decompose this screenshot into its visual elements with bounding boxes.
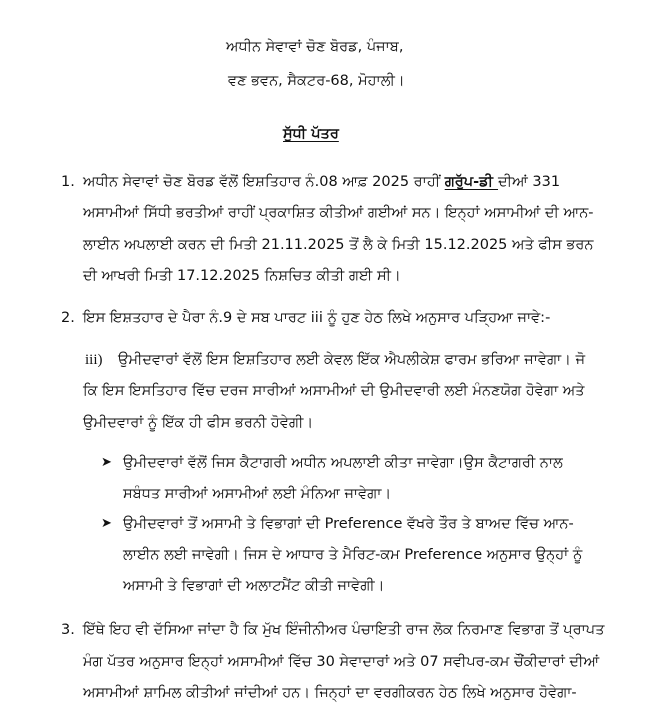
paragraph-line: ਕਿ ਇਸ ਇਸਤਿਹਾਰ ਵਿੱਚ ਦਰਜ ਸਾਰੀਆਂ ਅਸਾਮੀਆਂ ਦੀ ਉਮੀਦਵਾਰੀ ਲਈ ਮੰਨਣਯੋਗ ਹੋਵੇਗਾ ਅਤੇ	[83, 383, 585, 399]
paragraph-line: ਲਾਈਨ ਅਪਲਾਈ ਕਰਨ ਦੀ ਮਿਤੀ 21.11.2025 ਤੋਂ ਲੈ ਕੇ ਮਿਤੀ 15.12.2025 ਅਤੇ ਫੀਸ ਭਰਨ	[83, 237, 594, 253]
text-segment: ਦੀਆਂ 331	[498, 174, 561, 190]
paragraph-line: ਉਮੀਦਵਾਰਾਂ ਤੋਂ ਅਸਾਮੀ ਤੇ ਵਿਭਾਗਾਂ ਦੀ Preference ਵੱਖਰੇ ਤੌਰ ਤੇ ਬਾਅਦ ਵਿੱਚ ਆਨ-	[123, 516, 574, 532]
paragraph-line: ਅਸਾਮੀਆਂ ਸ਼ਾਮਿਲ ਕੀਤੀਆਂ ਜਾਂਦੀਆਂ ਹਨ। ਜਿਨ੍ਹਾਂ ਦਾ ਵਰਗੀਕਰਨ ਹੇਠ ਲਿਖੇ ਅਨੁਸਾਰ ਹੋਵੇਗਾ-	[83, 685, 577, 701]
paragraph-line: ਉਮੀਦਵਾਰਾਂ ਵੱਲੋਂ ਇਸ ਇਸ਼ਤਿਹਾਰ ਲਈ ਕੇਵਲ ਇੱਕ ਐਪਲੀਕੇਸ਼ ਫਾਰਮ ਭਰਿਆ ਜਾਵੇਗਾ। ਜੋ	[118, 352, 586, 368]
paragraph-number: 1.	[61, 174, 75, 190]
arrowhead-bullet-icon: ➤	[101, 455, 112, 470]
paragraph-line	[83, 172, 560, 192]
paragraph-line: ਅਸਾਮੀ ਤੇ ਵਿਭਾਗਾਂ ਦੀ ਅਲਾਟਮੈਂਟ ਕੀਤੀ ਜਾਵੇਗੀ।	[123, 578, 385, 594]
paragraph-line: ਉਮੀਦਵਾਰਾਂ ਨੂੰ ਇੱਕ ਹੀ ਫੀਸ ਭਰਨੀ ਹੋਵੇਗੀ।	[83, 415, 314, 431]
paragraph-line: ਦੀ ਆਖਰੀ ਮਿਤੀ 17.12.2025 ਨਿਸ਼ਚਿਤ ਕੀਤੀ ਗਈ ਸੀ।	[83, 268, 401, 284]
paragraph-line: ਮੰਗ ਪੱਤਰ ਅਨੁਸਾਰ ਇਨ੍ਹਾਂ ਅਸਾਮੀਆਂ ਵਿੱਚ 30 ਸੇਵਾਦਾਰਾਂ ਅਤੇ 07 ਸਵੀਪਰ-ਕਮ ਚੌਂਕੀਦਾਰਾਂ ਦੀਆਂ	[83, 654, 600, 670]
text-segment: ਅਧੀਨ ਸੇਵਾਵਾਂ ਚੋਣ ਬੋਰਡ ਵੱਲੋਂ ਇਸ਼ਤਿਹਾਰ ਨੰ.08 ਆਫ਼ 2025 ਰਾਹੀਂ	[83, 174, 445, 190]
org-name: ਅਧੀਨ ਸੇਵਾਵਾਂ ਚੋਣ ਬੋਰਡ, ਪੰਜਾਬ,	[226, 39, 404, 55]
paragraph-number: 2.	[61, 310, 75, 326]
paragraph-line: ਲਾਈਨ ਲਈ ਜਾਵੇਗੀ। ਜਿਸ ਦੇ ਆਧਾਰ ਤੇ ਮੈਰਿਟ-ਕਮ Preference ਅਨੁਸਾਰ ਉਨ੍ਹਾਂ ਨੂੰ	[123, 547, 583, 563]
document-title: ਸੁੱਧੀ ਪੱਤਰ	[283, 126, 339, 142]
sub-clause-label: iii)	[85, 352, 103, 368]
paragraph-line: ਇਸ ਇਸ਼ਤਹਾਰ ਦੇ ਪੈਰਾ ਨੰ.9 ਦੇ ਸਬ ਪਾਰਟ iii ਨੂੰ ਹੁਣ ਹੇਠ ਲਿਖੇ ਅਨੁਸਾਰ ਪੜ੍ਹਿਆ ਜਾਵੇ:-	[83, 310, 551, 326]
paragraph-number: 3.	[61, 622, 75, 638]
arrowhead-bullet-icon: ➤	[101, 516, 112, 531]
org-address: ਵਣ ਭਵਨ, ਸੈਕਟਰ-68, ਮੋਹਾਲੀ।	[228, 73, 405, 89]
paragraph-line: ਇੱਥੇ ਇਹ ਵੀ ਦੱਸਿਆ ਜਾਂਦਾ ਹੈ ਕਿ ਮੁੱਖ ਇੰਜੀਨੀਅਰ ਪੰਚਾਇਤੀ ਰਾਜ ਲੋਕ ਨਿਰਮਾਣ ਵਿਭਾਗ ਤੋਂ ਪ੍ਰਾਪਤ	[83, 622, 605, 638]
paragraph-line: ਅਸਾਮੀਆਂ ਸਿੱਧੀ ਭਰਤੀਆਂ ਰਾਹੀਂ ਪ੍ਰਕਾਸ਼ਿਤ ਕੀਤੀਆਂ ਗਈਆਂ ਸਨ। ਇਨ੍ਹਾਂ ਅਸਾਮੀਆਂ ਦੀ ਆਨ-	[83, 205, 594, 221]
paragraph-line: ਸਬੰਧਤ ਸਾਰੀਆਂ ਅਸਾਮੀਆਂ ਲਈ ਮੰਨਿਆ ਜਾਵੇਗਾ।	[123, 486, 392, 502]
group-d-emphasis: ਗਰੁੱਪ-ਡੀ	[444, 174, 498, 190]
paragraph-line: ਉਮੀਦਵਾਰਾਂ ਵੱਲੋਂ ਜਿਸ ਕੈਟਾਗਰੀ ਅਧੀਨ ਅਪਲਾਈ ਕੀਤਾ ਜਾਵੇਗਾ।ਉਸ ਕੈਟਾਗਰੀ ਨਾਲ	[123, 455, 563, 471]
